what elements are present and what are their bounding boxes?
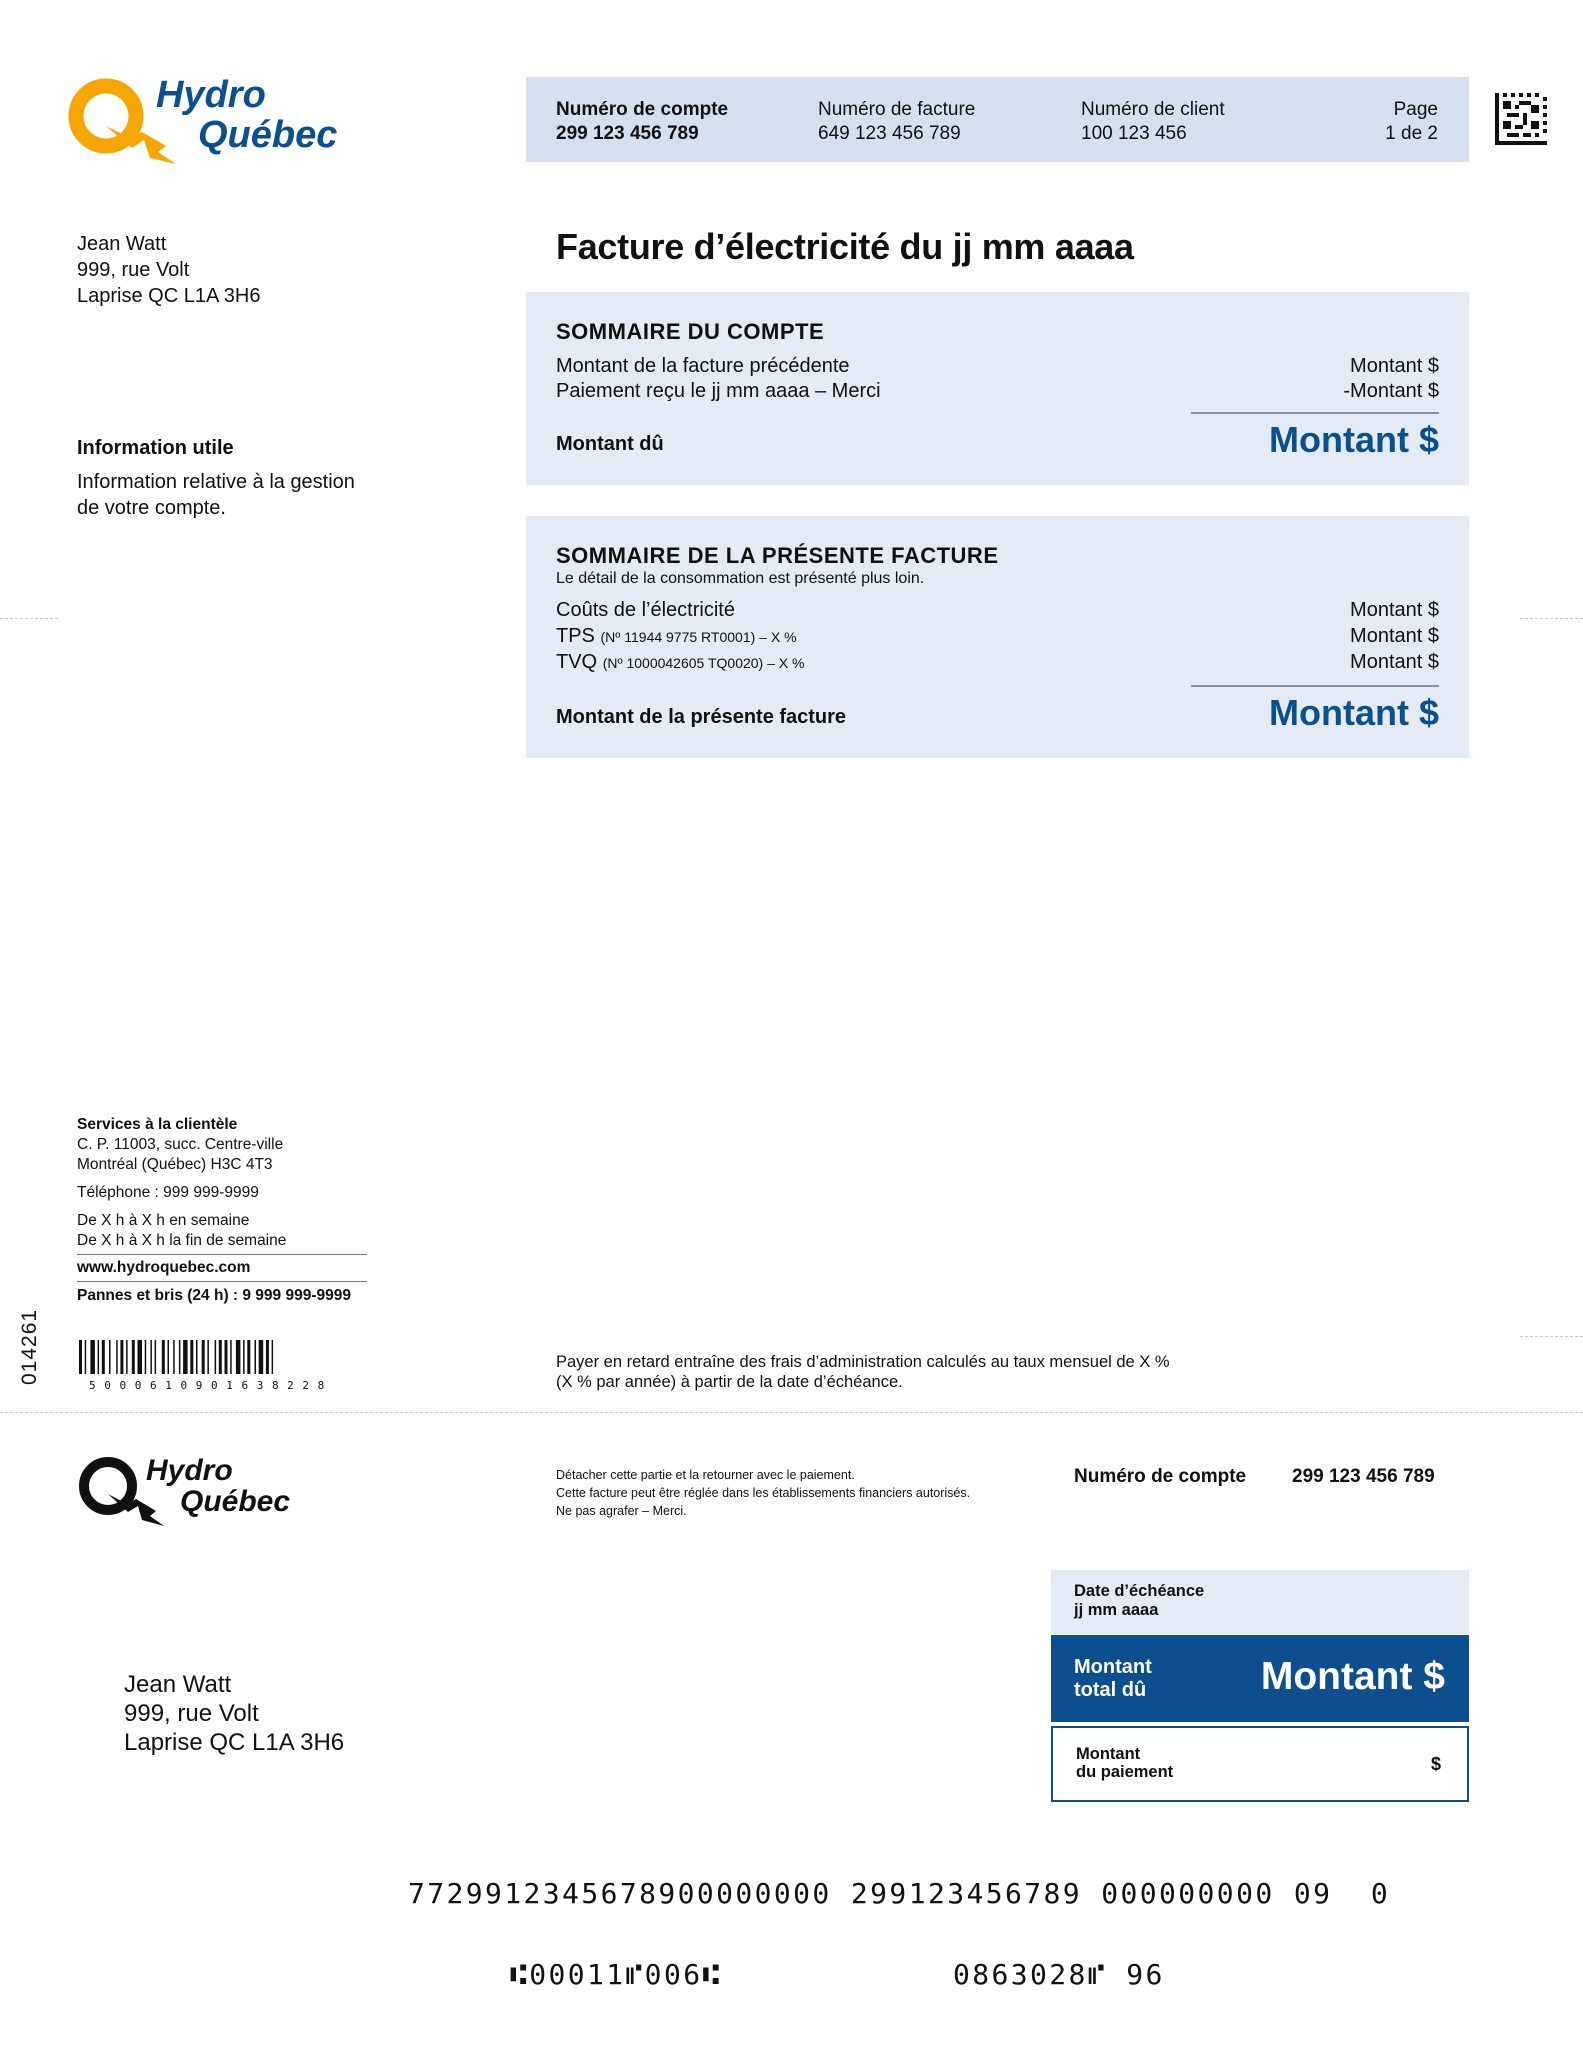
barcode-bar [225,1340,228,1374]
header-invoice [818,98,975,146]
due-date-value: jj mm aaaa [1074,1601,1159,1619]
barcode-bar [259,1340,264,1374]
services-divider [77,1281,367,1282]
payment-currency: $ [1430,1754,1441,1774]
row-value: Montant $ [1350,599,1439,621]
stub-account-value: 299 123 456 789 [1292,1466,1435,1487]
barcode-number: 5 0 0 0 6 1 0 9 0 1 6 3 8 2 2 8 [89,1379,326,1392]
services-address2: Montréal (Québec) H3C 4T3 [77,1156,273,1173]
stub-note3: Ne pas agrafer – Merci. [556,1504,687,1518]
total-due-box [1051,1635,1469,1722]
services-hours2: De X h à X h la fin de semaine [77,1232,287,1249]
services-website[interactable]: www.hydroquebec.com [77,1259,251,1276]
barcode-bar [168,1340,170,1374]
account-header-band [526,77,1469,162]
barcode-bar [98,1340,100,1374]
header-invoice-label: Numéro de facture [818,99,976,120]
logo-line1: Hydro [156,74,266,116]
invoice-summary-title: SOMMAIRE DE LA PRÉSENTE FACTURE [556,543,999,568]
stub-customer-name: Jean Watt [124,1671,232,1698]
stub-customer-city: Laprise QC L1A 3H6 [124,1729,345,1756]
header-client [1081,98,1225,146]
customer-name: Jean Watt [77,233,167,255]
barcode-bar [109,1340,111,1374]
barcode-bar [132,1340,135,1374]
invoice-summary-row [556,597,1439,623]
barcode-bar [116,1340,118,1374]
header-account-value: 299 123 456 789 [556,123,699,144]
row-note: (Nº 11944 9775 RT0001) – X % [600,629,797,645]
customer-street: 999, rue Volt [77,259,190,281]
barcode-bar [207,1340,209,1374]
services-divider [77,1254,367,1255]
useful-info-line1: Information relative à la gestion [77,471,355,493]
services-title: Services à la clientèle [77,1116,238,1133]
invoice-summary-subtitle: Le détail de la consommation est présenté plus loin. [556,570,925,587]
row-label: TVQ [556,651,598,673]
payment-amount-field[interactable] [1051,1726,1469,1802]
useful-info-line2: de votre compte. [77,497,226,519]
detach-line [0,1412,1583,1413]
barcode-bar [183,1340,188,1374]
row-label: Montant de la facture précédente [556,355,850,377]
barcode-bar [90,1340,95,1374]
barcode [77,1340,367,1392]
header-client-label: Numéro de client [1081,99,1225,120]
useful-info [77,435,355,521]
datamatrix-code-icon [1495,93,1547,145]
micr-transit: ⑆00011⑈006⑆ [510,1958,722,1991]
logo-line2: Québec [198,114,338,156]
row-value: Montant $ [1350,625,1439,647]
fold-mark [1520,1336,1583,1337]
row-value: Montant $ [1350,355,1439,377]
services-address1: C. P. 11003, succ. Centre-ville [77,1136,284,1153]
invoice-summary-row [556,649,1439,675]
header-page-label: Page [1393,99,1438,120]
header-account [556,98,728,146]
services-phone: Téléphone : 999 999-9999 [77,1184,259,1201]
barcode-bar [272,1340,274,1374]
stub-logo-line2: Québec [180,1485,291,1518]
barcode-bar [126,1340,128,1374]
customer-address [77,231,260,309]
customer-city: Laprise QC L1A 3H6 [77,285,261,307]
useful-info-title: Information utile [77,437,234,459]
header-invoice-value: 649 123 456 789 [818,123,961,144]
summary-divider [1191,685,1439,687]
services-hours1: De X h à X h en semaine [77,1212,250,1229]
account-summary-row [556,378,1439,404]
amount-due-label: Montant dû [556,433,664,455]
stub-customer-street: 999, rue Volt [124,1700,259,1727]
row-label: Paiement reçu le jj mm aaaa – Merci [556,380,881,402]
bill-title: Facture d’électricité du jj mm aaaa [556,226,1134,267]
barcode-bar [196,1340,198,1374]
late-fee-line2: (X % par année) à partir de la date d’échéance. [556,1373,903,1391]
stub-instructions [556,1466,970,1520]
side-code: 014261 [18,1308,41,1385]
barcode-bar [202,1340,205,1374]
barcode-bar [190,1340,193,1374]
services-outages: Pannes et bris (24 h) : 9 999 999-9999 [77,1287,351,1304]
row-value: -Montant $ [1343,380,1439,402]
barcode-bar [162,1340,165,1374]
row-note: (Nº 1000042605 TQ0020) – X % [602,655,805,671]
header-account-label: Numéro de compte [556,99,729,120]
row-value: Montant $ [1350,651,1439,673]
barcode-bar [266,1340,269,1374]
barcode-bar [150,1340,152,1374]
barcode-bar [236,1340,241,1374]
barcode-bar [243,1340,245,1374]
payment-amount-label [1076,1745,1173,1781]
stub-logo-line1: Hydro [146,1454,233,1487]
account-summary-box [526,292,1469,485]
invoice-summary-row [556,623,1439,649]
stub-customer-address [124,1670,344,1757]
barcode-bar [230,1340,232,1374]
stub-account-label: Numéro de compte [1074,1466,1247,1487]
barcode-bar [155,1340,157,1374]
invoice-total-value: Montant $ [1269,692,1439,733]
barcode-bar [247,1340,250,1374]
fold-mark [1520,618,1583,619]
scan-line: 7729912345678900000000 299123456789 000000000 09 0 [408,1877,1391,1910]
barcode-bar [138,1340,143,1374]
header-client-value: 100 123 456 [1081,123,1187,144]
barcode-bar [79,1340,82,1374]
barcode-icon [77,1340,367,1374]
hydro-quebec-logo [66,74,366,170]
account-summary-row [556,353,1439,379]
amount-due-value: Montant $ [1269,419,1439,460]
stub-note1: Détacher cette partie et la retourner avec le paiement. [556,1468,855,1482]
late-fee-line1: Payer en retard entraîne des frais d’administration calculés au taux mensuel de X % [556,1353,1170,1371]
barcode-bar [102,1340,105,1374]
account-summary-title: SOMMAIRE DU COMPTE [556,319,825,344]
invoice-total-label: Montant de la présente facture [556,706,847,728]
barcode-bar [120,1340,123,1374]
barcode-bar [173,1340,175,1374]
row-label: Coûts de l’électricité [556,599,735,621]
micr-account: 0863028⑈ 96 [953,1958,1165,1991]
total-due-value: Montant $ [1260,1655,1445,1698]
barcode-bar [179,1340,181,1374]
summary-divider [1191,412,1439,414]
total-due-label2: total dû [1074,1679,1147,1701]
due-date-box [1051,1570,1469,1634]
barcode-bar [255,1340,257,1374]
payment-label2: du paiement [1076,1763,1174,1781]
customer-services [77,1115,367,1306]
row-label: TPS [556,625,595,647]
barcode-bar [145,1340,147,1374]
header-page-value: 1 de 2 [1385,123,1438,144]
total-due-label1: Montant [1074,1656,1152,1678]
due-date-label: Date d’échéance [1074,1582,1205,1600]
barcode-bar [215,1340,217,1374]
barcode-bar [85,1340,87,1374]
late-fee-note [556,1352,1170,1392]
barcode-bar [219,1340,222,1374]
invoice-summary-box [526,516,1469,758]
payment-label1: Montant [1076,1745,1141,1763]
header-page [1385,98,1438,146]
fold-mark [0,618,58,619]
stub-logo [76,1452,316,1528]
stub-note2: Cette facture peut être réglée dans les établissements financiers autorisés. [556,1486,971,1500]
